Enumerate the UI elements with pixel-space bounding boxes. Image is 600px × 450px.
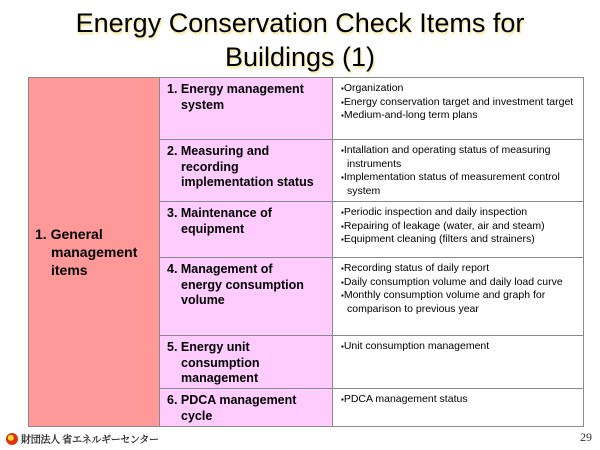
slide-title [0, 6, 600, 74]
list-item: ▪Periodic inspection and daily inspection [341, 206, 528, 218]
item-cell [160, 78, 333, 140]
table-row [29, 78, 584, 140]
list-item: ▪Medium-and-long term plans [341, 109, 478, 121]
organization-name: 財団法人 省エネルギーセンター [21, 435, 159, 446]
item-cell [160, 389, 333, 427]
list-item: ▪Unit consumption management [341, 340, 490, 352]
list-item: ▪Equipment cleaning (filters and strainers) [341, 233, 535, 245]
detail-cell [333, 336, 584, 389]
item-label: 4. Management of energy consumption volume [167, 262, 304, 307]
list-item: ▪Monthly consumption volume and graph for comparison to previous year [341, 289, 546, 315]
category-label-line3: items [51, 262, 88, 278]
item-cell [160, 202, 333, 258]
slide-title-line1: Energy Conservation Check Items for [75, 8, 525, 38]
page-number: 29 [580, 430, 592, 444]
item-label: 3. Maintenance of equipment [167, 206, 272, 236]
list-item: ▪PDCA management status [341, 393, 468, 405]
list-item: ▪Daily consumption volume and daily load curve [341, 275, 563, 288]
category-label-line2: management [51, 244, 138, 260]
check-items-table [28, 77, 584, 427]
item-cell [160, 258, 333, 336]
detail-cell [333, 258, 584, 336]
item-cell [160, 336, 333, 389]
slide-title-line2: Buildings (1) [224, 42, 376, 72]
item-cell [160, 140, 333, 202]
item-label: 6. PDCA management cycle [167, 393, 297, 423]
category-cell [29, 78, 160, 427]
detail-cell [333, 389, 584, 427]
detail-cell [333, 140, 584, 202]
list-item: ▪Organization [341, 82, 404, 94]
category-label-line1: 1. General [35, 226, 103, 242]
item-label: 2. Measuring and recording implementation status [167, 144, 314, 189]
list-item: ▪Recording status of daily report [341, 262, 490, 274]
list-item: ▪Intallation and operating status of measuring instruments [341, 144, 551, 170]
list-item: ▪Implementation status of measurement control system [341, 171, 560, 197]
item-label: 5. Energy unit consumption management [167, 340, 260, 385]
detail-cell [333, 202, 584, 258]
sun-logo-icon [6, 433, 18, 445]
organization-logo [6, 431, 159, 446]
list-item: ▪Energy conservation target and investment target [341, 95, 574, 108]
item-label: 1. Energy management system [167, 82, 304, 112]
detail-cell [333, 78, 584, 140]
list-item: ▪Repairing of leakage (water, air and steam) [341, 219, 545, 232]
